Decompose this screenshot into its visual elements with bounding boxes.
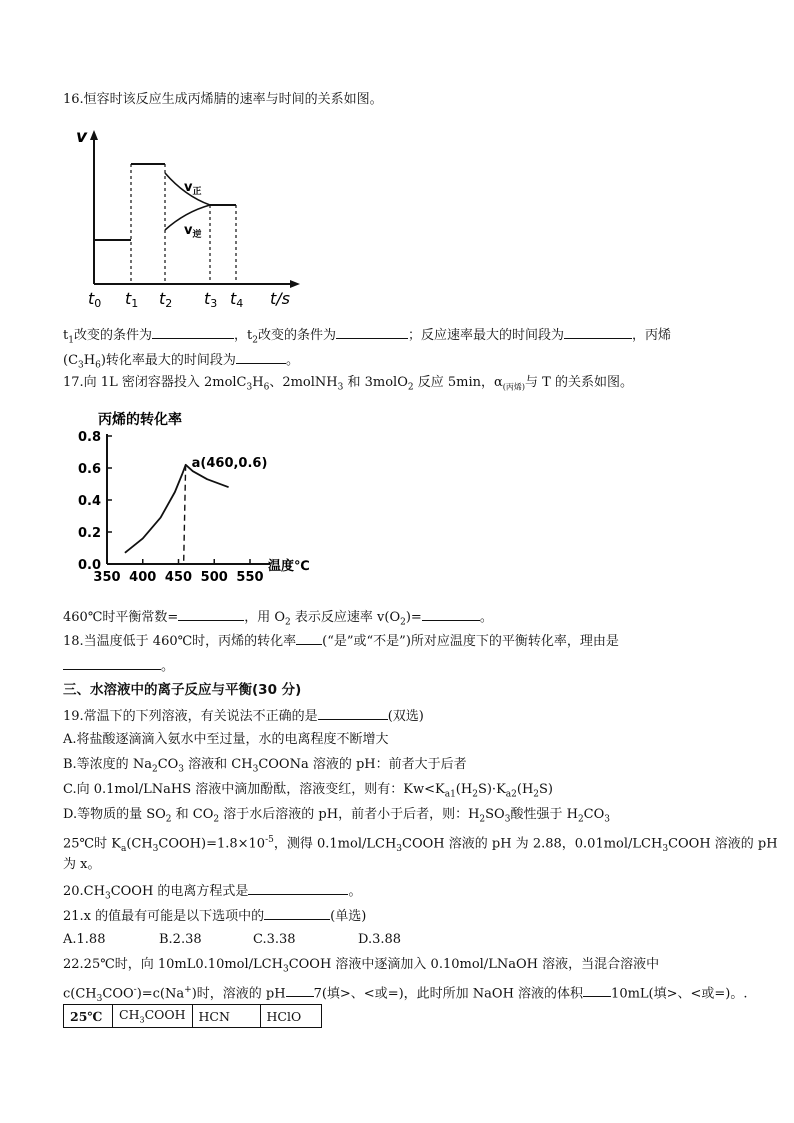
conversion-curve [125,465,229,553]
q21-option-d: D.3.88 [358,932,402,947]
table-cell-temp: 25℃ [64,1005,113,1028]
table-cell-ch3cooh: $CH_3COOH$ [113,1005,193,1028]
q19-option-c: C.向 0.1mol/LNaHS 溶液中滴加酚酞，溶液变红，则有：$Kw<K_{a1}(H_2S)\cdot K_{a2}(H_2S)$ [63,782,554,800]
q16-fill-line2: $(C_3H_6)$转化率最大的时间段为 。 [63,350,299,375]
q21-option-a: A.1.88 [63,932,106,947]
acid-table [63,1004,322,1028]
y-tick-label: 0.0 [77,558,101,573]
tick-t4: t4 [230,289,244,310]
tick-t1: t1 [125,289,139,310]
tick-t0: t0 [88,289,102,310]
y-axis-arrow [90,130,98,140]
q17-stem: 17.向 1L 密闭容器投入 $2molC_3H_6$、2molNH$_3$ 和 3molO$_2$ 反应 5min，$\alpha_{(丙烯)}$与 T 的关系如图。 [63,375,633,393]
tick-t3: t3 [204,289,218,310]
conversion-temperature-chart [70,404,330,594]
q21-option-b: B.2.38 [159,932,202,947]
x-tick-label: 400 [129,570,157,585]
q22-line1: 22.25℃时，向 $10mL0.10mol/LCH_3COOH$ 溶液中逐滴加入 0.10mol/LNaOH 溶液，当混合溶液中 [63,957,660,975]
q19-option-d: D.等物质的量 $SO_2$ 和 $CO_2$ 溶于水后溶液的 pH，前者小于后者，则：$H_2SO_3$酸性强于 $H_2CO_3$ [63,807,611,825]
x-axis-label: t/s [270,289,290,308]
info-25c-line2: 为 x。 [63,857,101,872]
q19-option-a: A.将盐酸逐滴滴入氨水中至过量，水的电离程度不断增大 [63,732,389,747]
q22-line2: $c(CH_3COO^-)=c(Na^+)$时，溶液的 pH 7(填>、<或=)，此时所加 NaOH 溶液的体积 10mL(填>、<或=)。. [63,985,748,1004]
point-a-label: a(460,0.6) [191,455,268,471]
q16-stem: 16.恒容时该反应生成丙烯腈的速率与时间的关系如图。 [63,92,383,107]
y-tick-label: 0.4 [77,494,101,509]
info-25c-line1: 25℃时 $K_a(CH_3COOH)=1.8\times 10^{-5}$，测得 $0.1mol/LCH_3COOH$ 溶液的 pH 为 2.88，$0.01mol/LCH_3COOH$ 溶液的 pH [63,835,778,854]
forward-label: $v_正$ [184,180,202,197]
q17-fill-line: 460℃时平衡常数= ，用 $O_2$ 表示反应速率 $v(O_2)=$ 。 [63,607,493,632]
q21-option-c: C.3.38 [253,932,296,947]
y-tick-label: 0.8 [77,430,101,445]
table-row [64,1005,322,1028]
chart-xlabel: 温度℃ [268,559,310,574]
y-tick-label: 0.2 [77,526,101,541]
q18-answer-line: 。 [63,656,174,676]
q16-fill-line1: $t_1$改变的条件为 ，$t_2$改变的条件为 ；反应速率最大的时间段为 ，丙烯 [63,325,671,350]
reverse-label: $v_逆$ [184,223,202,240]
q19-stem: 19.常温下的下列溶液，有关说法不正确的是 (双选) [63,706,424,726]
q19-option-b: B.等浓度的 $Na_2CO_3$ 溶液和 $CH_3COONa$ 溶液的 pH：前者大于后者 [63,757,467,775]
x-tick-label: 350 [93,570,121,585]
chart-title: 丙烯的转化率 [98,412,182,428]
y-axis-label: v [76,127,88,147]
rate-time-graph [76,127,310,313]
x-tick-label: 450 [164,570,193,585]
table-cell-hclo: HClO [260,1005,321,1028]
guide-line [184,465,186,564]
table-cell-hcn: HCN [192,1005,260,1028]
x-tick-label: 550 [236,570,264,585]
q21-stem: 21.x 的值最有可能是以下选项中的 (单选) [63,906,366,926]
y-tick-label: 0.6 [77,462,101,477]
x-axis-arrow [290,280,300,288]
q18-stem: 18.当温度低于 460℃时，丙烯的转化率 (“是”或“不是”)所对应温度下的平衡转化率，理由是 [63,631,619,651]
section-3-title: 三、水溶液中的离子反应与平衡(30 分) [63,682,302,698]
tick-t2: t2 [159,289,173,310]
q20-stem: $20.CH_3COOH$ 的电离方程式是 。 [63,881,361,906]
x-tick-label: 500 [200,570,228,585]
